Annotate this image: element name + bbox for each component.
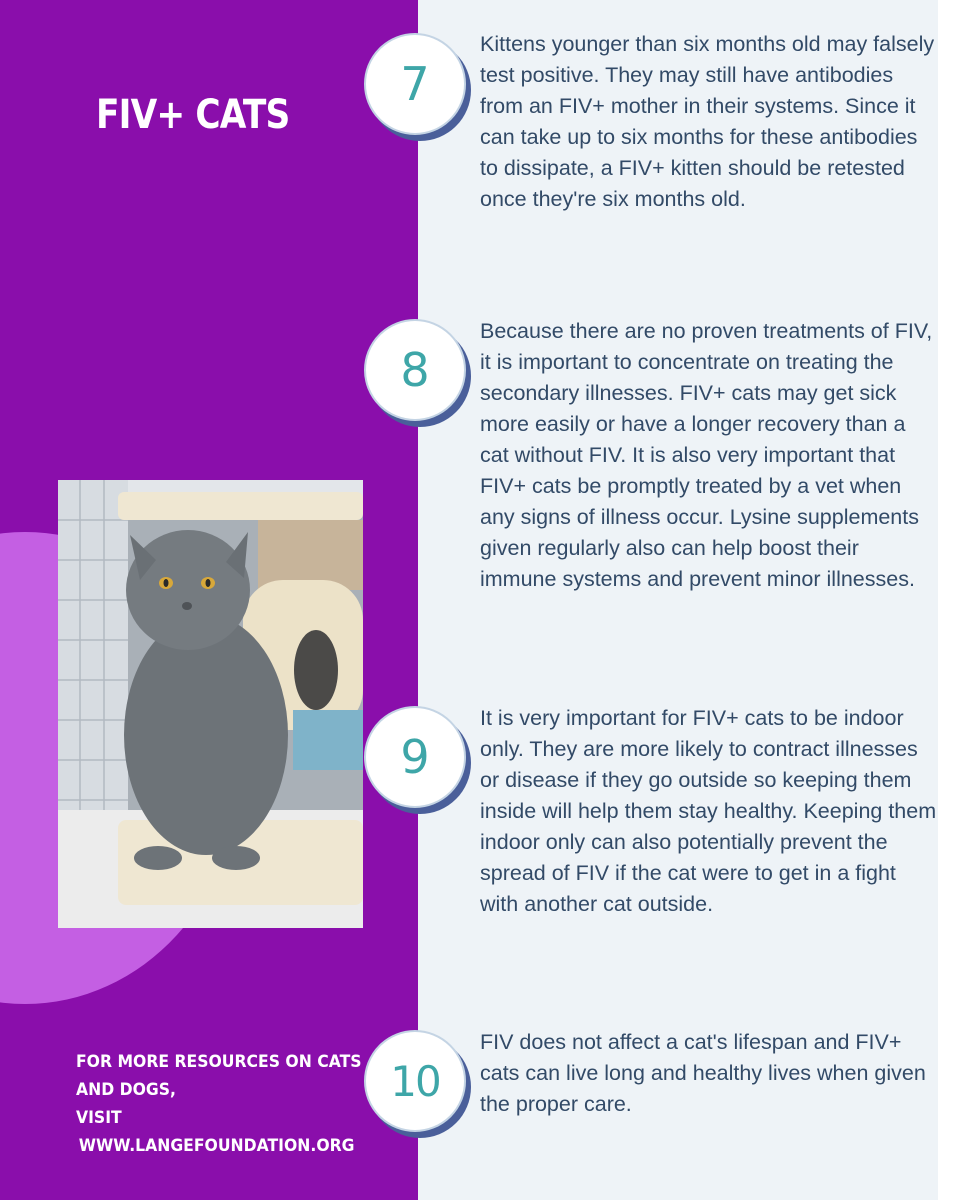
purple-panel <box>0 0 418 1200</box>
item-8-text: Because there are no proven treatments of FIV, it is important to concentrate on treating the secondary illnesses. FIV+ cats may get sick more easily or have a longer recovery than a cat without FIV. It is also very important that FIV+ cats be promptly treated by a vet when any signs of illness occur. Lysine supplements given regularly also can help boost their immune systems and prevent minor illnesses. <box>480 319 933 591</box>
number-badge-9 <box>364 706 466 808</box>
right-margin <box>938 0 960 1200</box>
resources-line-2: AND DOGS, <box>76 1080 176 1100</box>
number-badge-7 <box>364 33 466 135</box>
resources-line-3: VISIT <box>76 1108 122 1128</box>
number-9: 9 <box>400 730 430 784</box>
number-7: 7 <box>400 57 430 111</box>
page-title: FIV+ CATS <box>96 92 290 138</box>
item-9-text: It is very important for FIV+ cats to be indoor only. They are more likely to contract illnesses or disease if they go outside so keeping them inside will help them stay healthy. Keeping them indoor only can also potentially prevent the spread of FIV if the cat were to get in a fight with another cat outside. <box>480 706 937 916</box>
item-7-text: Kittens younger than six months old may falsely test positive. They may still have antibodies from an FIV+ mother in their systems. Since it can take up to six months for these antibodies to dissipate, a FIV+ kitten should be retested once they're six months old. <box>480 32 935 211</box>
item-10-text: FIV does not affect a cat's lifespan and FIV+ cats can live long and healthy lives when given the proper care. <box>480 1030 926 1116</box>
number-badge-8 <box>364 319 466 421</box>
resources-line-1: FOR MORE RESOURCES ON CATS <box>76 1052 362 1072</box>
resources-note <box>76 1048 362 1160</box>
number-10: 10 <box>390 1056 440 1106</box>
number-badge-10 <box>364 1030 466 1132</box>
cat-photo <box>58 480 363 928</box>
resources-url[interactable]: WWW.LANGEFOUNDATION.ORG <box>78 1136 355 1156</box>
number-8: 8 <box>400 343 430 397</box>
